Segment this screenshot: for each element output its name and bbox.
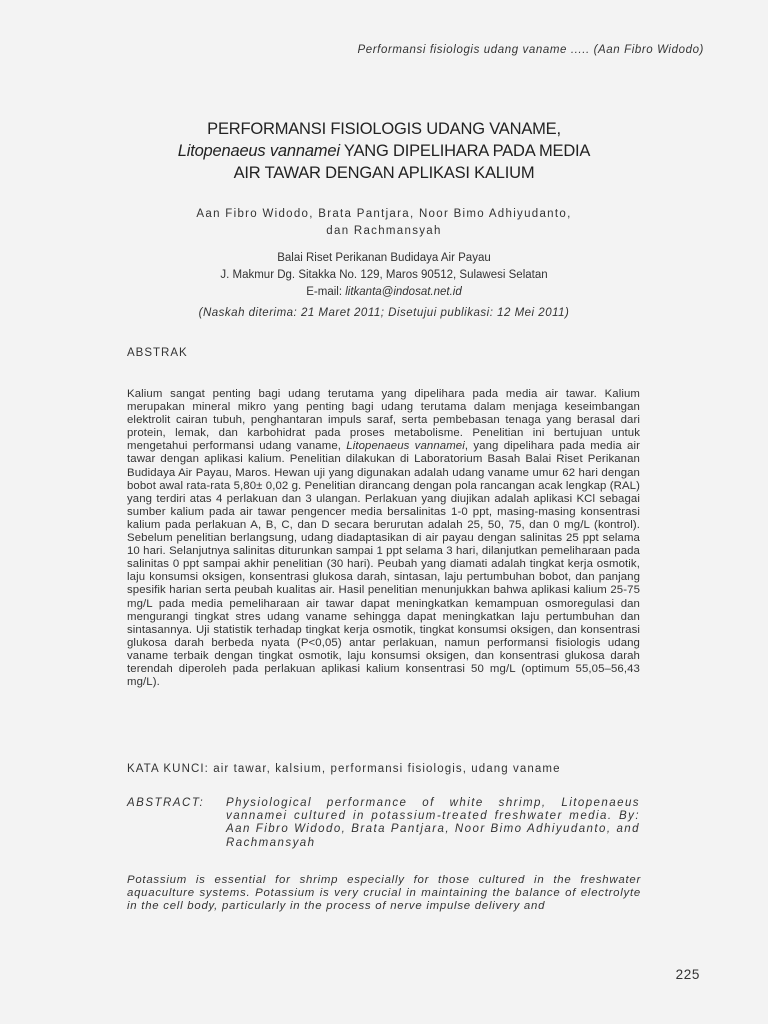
authors-line-2: dan Rachmansyah xyxy=(326,225,442,237)
title-line-2-rest: YANG DIPELIHARA PADA MEDIA xyxy=(339,142,591,160)
affiliation xyxy=(120,250,648,301)
abstrak-part-2: , yang dipelihara pada media air tawar dengan aplikasi kalium. Penelitian dilakukan di Laboratorium Basah Balai Riset Perikanan Budidaya Air Payau, Maros. Hewan uji yang digunakan adalah udang vaname umur 62 hari dengan bobot awal rata-rata 5,80± 0,02 g. Penelitian dirancang dengan pola rancangan acak lengkap (RAL) yang terdiri atas 4 perlakuan dan 3 ulangan. Perlakuan yang diujikan adalah aplikasi KCl sebagai sumber kalium pada air tawar pengencer media bersalinitas 1-0 ppt, masing-masing konsentrasi kalium pada perlakuan A, B, C, dan D secara berurutan adalah 25, 50, 75, dan 0 mg/L (kontrol). Sebelum penelitian berlangsung, udang diadaptasikan di air payau dengan salinitas 25 ppt selama 10 hari. Selanjutnya salinitas diturunkan sampai 1 ppt selama 3 hari, dilanjutkan pemeliharaan pada salinitas 0 ppt sampai akhir penelitian (30 hari). Peubah yang diamati adalah tingkat kerja osmotik, laju konsumsi oksigen, konsentrasi glukosa darah, sintasan, laju pertumbuhan bobot, dan panjang spesifik harian serta peubah kualitas air. Hasil penelitian menunjukkan bahwa aplikasi kalium 25-75 mg/L pada media pemeliharaan air tawar dapat meningkatkan kemampuan osmoregulasi dan mengurangi tingkat stres udang vaname sehingga dapat meningkatkan laju pertumbuhan dan sintasannya. Uji statistik terhadap tingkat kerja osmotik, tingkat konsumsi oksigen, dan konsentrasi glukosa darah berbeda nyata (P<0,05) antar perlakuan, namun performansi fisiologis udang vaname terbaik dengan tingkat osmotik, laju konsumsi oksigen, dan konsentrasi glukosa darah terendah diperoleh pada perlakuan aplikasi kalium konsentrasi 50 mg/L (optimum 55,05–56,43 mg/L). xyxy=(127,440,641,689)
abstrak-part-1: Kalium sangat penting bagi udang terutama yang dipelihara pada media air tawar. Kalium merupakan mineral mikro yang penting bagi udang terutama dalam menjaga keseimbangan elektrolit cairan tubuh, penghantaran impuls saraf, serta pembebasan tenaga yang berasal dari protein, lemak, dan karbohidrat pada proses metabolisme. Penelitian ini bertujuan untuk mengetahui performansi udang vaname, xyxy=(127,388,640,453)
authors xyxy=(120,206,648,240)
affiliation-institution: Balai Riset Perikanan Budidaya Air Payau xyxy=(277,252,491,264)
title-line-2 xyxy=(100,140,668,162)
authors-line-1: Aan Fibro Widodo, Brata Pantjara, Noor Bimo Adhiyudanto, xyxy=(196,208,572,220)
abstrak-species-name: Litopenaeus vannamei xyxy=(346,440,465,453)
abstrak-heading: ABSTRAK xyxy=(127,347,188,359)
running-head: Performansi fisiologis udang vaname ..... (Aan Fibro Widodo) xyxy=(357,44,704,56)
email-address: litkanta@indosat.net.id xyxy=(345,286,462,298)
english-abstract-body: Potassium is essential for shrimp especially for those cultured in the freshwater aquaculture systems. Potassium is very crucial in maintaining the balance of electrolyte in the cell body, particularly in the process of nerve impulse delivery and xyxy=(127,874,641,913)
email-label: E-mail: xyxy=(306,286,346,298)
abstrak-body xyxy=(127,388,640,689)
title-line-3: AIR TAWAR DENGAN APLIKASI KALIUM xyxy=(233,164,535,182)
abstract-label: ABSTRACT: xyxy=(127,797,205,809)
submission-dates: (Naskah diterima: 21 Maret 2011; Disetujui publikasi: 12 Mei 2011) xyxy=(198,307,570,319)
title-species-name: Litopenaeus vannamei xyxy=(177,142,340,160)
affiliation-address: J. Makmur Dg. Sitakka No. 129, Maros 90512, Sulawesi Selatan xyxy=(220,269,548,281)
page-number: 225 xyxy=(675,967,700,982)
affiliation-email-line xyxy=(120,284,648,301)
title-line-1: PERFORMANSI FISIOLOGIS UDANG VANAME, xyxy=(207,120,561,138)
abstract-title-text: Physiological performance of white shrimp, Litopenaeus vannamei cultured in potassium-treated freshwater media. By: Aan Fibro Widodo, Brata Pantjara, Noor Bimo Adhiyudanto, and Rachmansyah xyxy=(226,797,640,849)
article-title xyxy=(100,118,668,184)
kata-kunci: KATA KUNCI: air tawar, kalsium, performansi fisiologis, udang vaname xyxy=(127,763,561,775)
